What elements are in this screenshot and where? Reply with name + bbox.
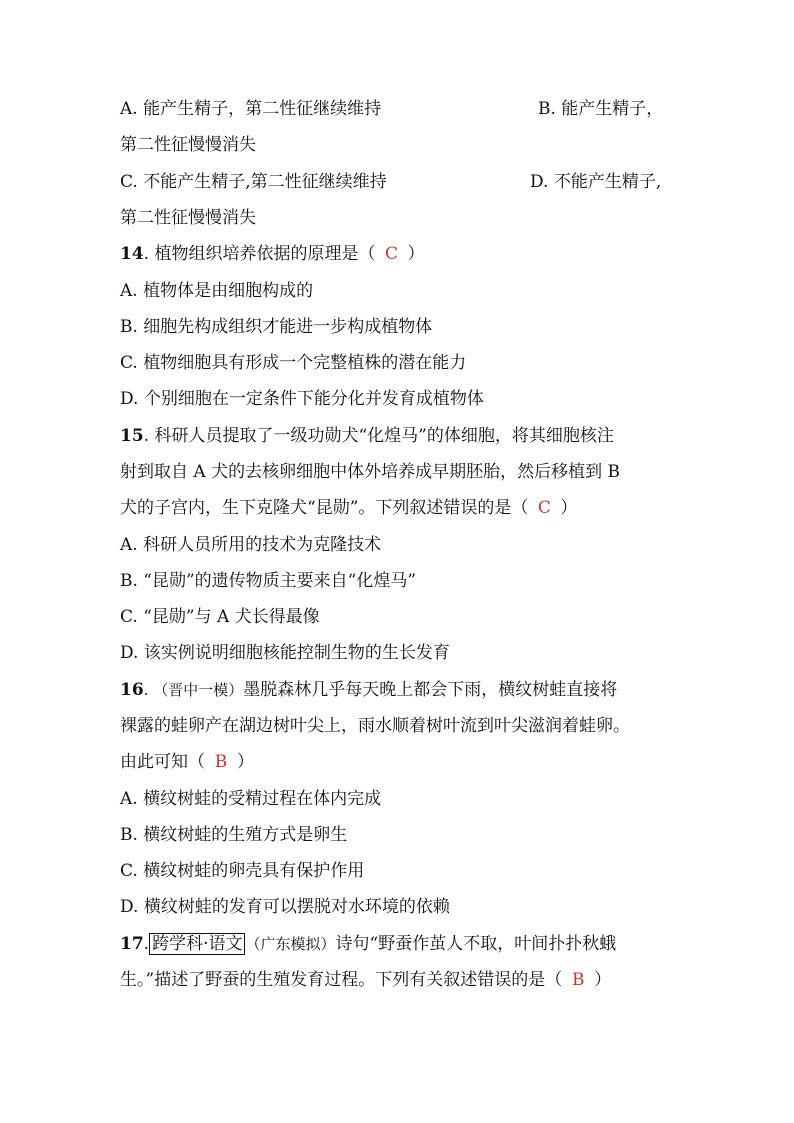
q14-stem <box>120 241 424 267</box>
q17-number: 17 <box>120 934 144 954</box>
q16-option-c: C. 横纹树蛙的卵壳具有保护作用 <box>120 861 365 881</box>
q16-source: . （晋中一模） <box>143 681 244 699</box>
q15-stem-line1 <box>120 423 614 449</box>
q15-option-a: A. 科研人员所用的技术为克隆技术 <box>120 535 382 555</box>
q17-stem-line2 <box>120 967 611 993</box>
q15-answer: C <box>537 498 551 518</box>
q16-close: ） <box>237 752 254 772</box>
q16-option-b: B. 横纹树蛙的生殖方式是卵生 <box>120 825 348 845</box>
q14-close: ） <box>407 244 425 264</box>
q16-text1: 墨脱森林几乎每天晚上都会下雨，横纹树蛙直接将 <box>243 680 618 700</box>
q15-option-c: C. “昆勋”与 A 犬长得最像 <box>120 607 320 627</box>
q13-option-b-part2: 第二性征慢慢消失 <box>120 135 256 155</box>
q16-option-a: A. 横纹树蛙的受精过程在体内完成 <box>120 789 382 809</box>
q17-source: （广东模拟） <box>245 935 336 953</box>
q15-close: ） <box>560 498 578 518</box>
q17-answer: B <box>571 970 585 990</box>
q16-answer: B <box>214 752 228 772</box>
q14-answer: C <box>384 244 398 264</box>
q16-number: 16 <box>120 680 144 700</box>
q15-stem-line2: 射到取自 A 犬的去核卵细胞中体外培养成早期胚胎，然后移植到 B <box>120 462 620 482</box>
q13-option-d-part2: 第二性征慢慢消失 <box>120 208 256 228</box>
q16-text3: 由此可知（ <box>120 752 205 772</box>
q17-text1: 诗句“野蚕作茧人不取，叶间扑扑秋蛾 <box>335 934 617 954</box>
q15-option-b: B. “昆勋”的遗传物质主要来自“化煌马” <box>120 571 417 591</box>
q15-number: 15 <box>120 426 144 446</box>
q13-option-d-part1: D. 不能产生精子, <box>530 172 662 192</box>
q15-option-d: D. 该实例说明细胞核能控制生物的生长发育 <box>120 643 450 663</box>
q16-stem-line3 <box>120 749 254 775</box>
q17-interdisciplinary-tag: 跨学科·语文 <box>149 933 245 955</box>
q17-close: ） <box>594 970 612 990</box>
q14-option-c: C. 植物细胞具有形成一个完整植株的潜在能力 <box>120 353 467 373</box>
q14-number: 14 <box>120 244 144 264</box>
q16-stem-line2: 裸露的蛙卵产在湖边树叶尖上，雨水顺着树叶流到叶尖滋润着蛙卵。 <box>120 716 630 736</box>
q14-text: . 植物组织培养依据的原理是（ <box>143 244 376 264</box>
q14-option-a: A. 植物体是由细胞构成的 <box>120 281 314 301</box>
q15-text3: 犬的子宫内，生下克隆犬“昆勋”。下列叙述错误的是（ <box>120 498 529 518</box>
q13-option-b-part1: B. 能产生精子， <box>538 99 664 119</box>
q13-option-c: C. 不能产生精子,第二性征继续维持 <box>120 172 387 192</box>
q17-stem-line1: 17. 跨学科·语文 （广东模拟）诗句“野蚕作茧人不取，叶间扑扑秋蛾 <box>120 934 617 954</box>
q16-stem-line1 <box>120 677 617 703</box>
q17-text2: 生。”描述了野蚕的生殖发育过程。下列有关叙述错误的是（ <box>120 970 563 990</box>
q16-option-d: D. 横纹树蛙的发育可以摆脱对水环境的依赖 <box>120 897 450 917</box>
q13-option-a: A. 能产生精子，第二性征继续维持 <box>120 99 382 119</box>
q15-text1: . 科研人员提取了一级功勋犬“化煌马”的体细胞，将其细胞核注 <box>143 426 614 446</box>
q14-option-d: D. 个别细胞在一定条件下能分化并发育成植物体 <box>120 389 484 409</box>
q15-stem-line3 <box>120 495 577 521</box>
q14-option-b: B. 细胞先构成组织才能进一步构成植物体 <box>120 317 433 337</box>
